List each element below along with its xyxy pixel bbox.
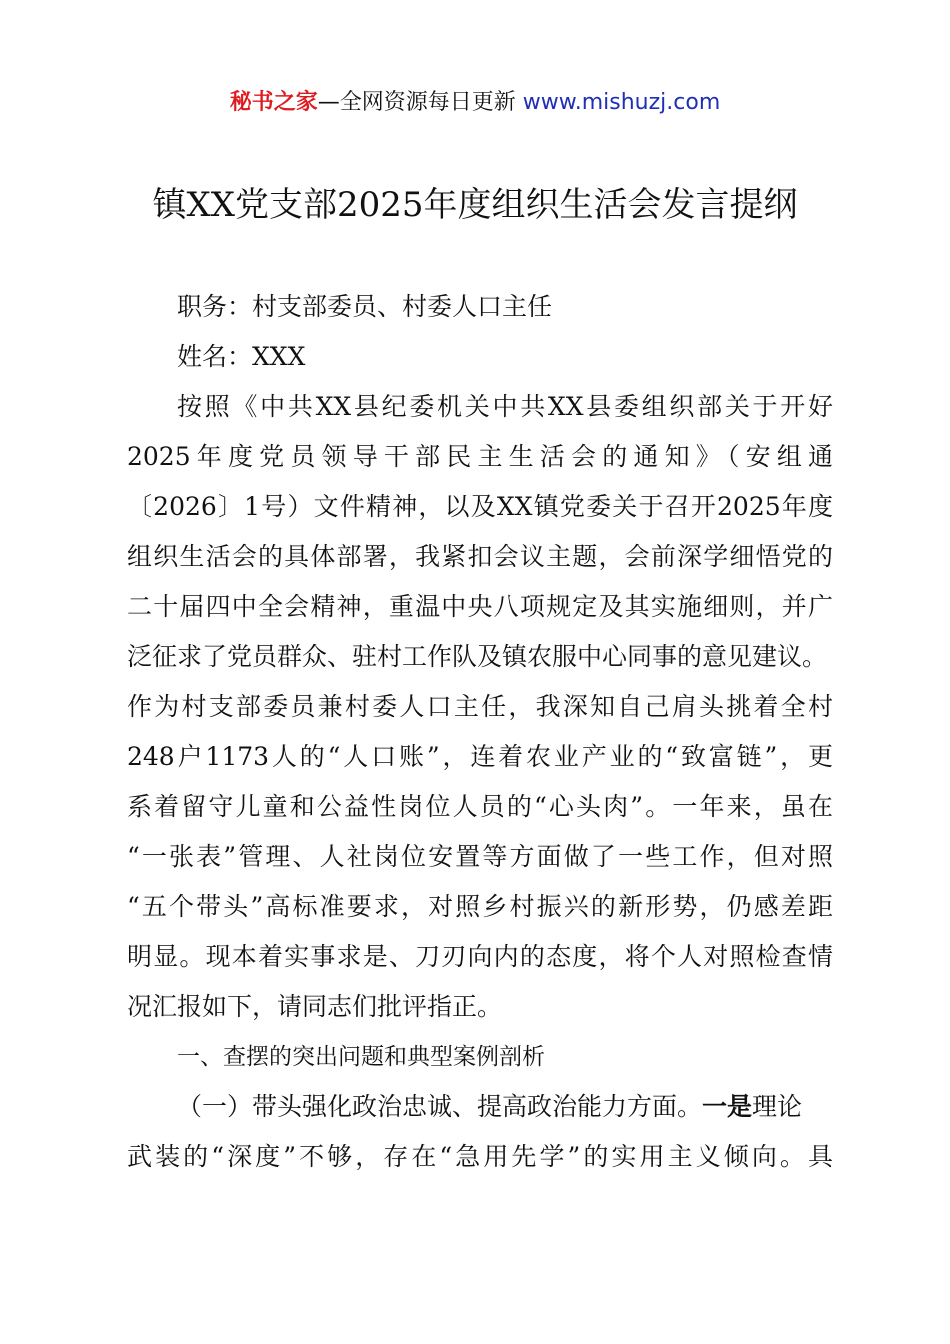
site-header (0, 86, 950, 120)
emphasis-label: 一是 (702, 1092, 753, 1121)
paragraph-line: 248户1173人的“人口账”，连着农业产业的“致富链”，更 (127, 742, 833, 771)
subsection-text: 理论 (752, 1092, 803, 1121)
section-heading: 一、查摆的突出问题和典型案例剖析 (177, 1044, 545, 1070)
document-title: 镇XX党支部2025年度组织生活会发言提纲 (152, 185, 798, 225)
paragraph-line: 明显。现本着实事求是、刀刃向内的态度，将个人对照检查情 (127, 942, 833, 971)
subsection-first-line (127, 1082, 833, 1132)
intro-paragraph (127, 382, 833, 1032)
position-line: 职务：村支部委员、村委人口主任 (177, 292, 553, 321)
name-line: 姓名：XXX (177, 342, 306, 371)
paragraph-line: 组织生活会的具体部署，我紧扣会议主题，会前深学细悟党的 (127, 542, 833, 571)
paragraph-line: 2025年度党员领导干部民主生活会的通知》（安组通 (127, 442, 833, 471)
paragraph-line: “一张表”管理、人社岗位安置等方面做了一些工作，但对照 (127, 842, 833, 871)
paragraph-line: 系着留守儿童和公益性岗位人员的“心头肉”。一年来，虽在 (127, 792, 833, 821)
document-body (127, 282, 833, 1182)
subsection-paragraph (127, 1082, 833, 1182)
site-tagline: —全网资源每日更新 (317, 90, 523, 115)
paragraph-line: “五个带头”高标准要求，对照乡村振兴的新形势，仍感差距 (127, 892, 833, 921)
paragraph-line: 按照《中共XX县纪委机关中共XX县委组织部关于开好 (177, 392, 833, 421)
paragraph-line: 〔2026〕1号）文件精神，以及XX镇党委关于召开2025年度 (127, 492, 833, 521)
site-url-link[interactable]: www.mishuzj.com (522, 90, 721, 115)
paragraph-line: 武装的“深度”不够，存在“急用先学”的实用主义倾向。具 (127, 1142, 833, 1171)
paragraph-line: 况汇报如下，请同志们批评指正。 (127, 992, 503, 1021)
paragraph-line: 作为村支部委员兼村委人口主任，我深知自己肩头挑着全村 (127, 692, 833, 721)
subsection-heading: （一）带头强化政治忠诚、提高政治能力方面。 (177, 1092, 703, 1121)
site-brand: 秘书之家 (229, 90, 318, 115)
paragraph-line: 泛征求了党员群众、驻村工作队及镇农服中心同事的意见建议。 (127, 642, 828, 671)
paragraph-line: 二十届四中全会精神，重温中央八项规定及其实施细则，并广 (127, 592, 833, 621)
